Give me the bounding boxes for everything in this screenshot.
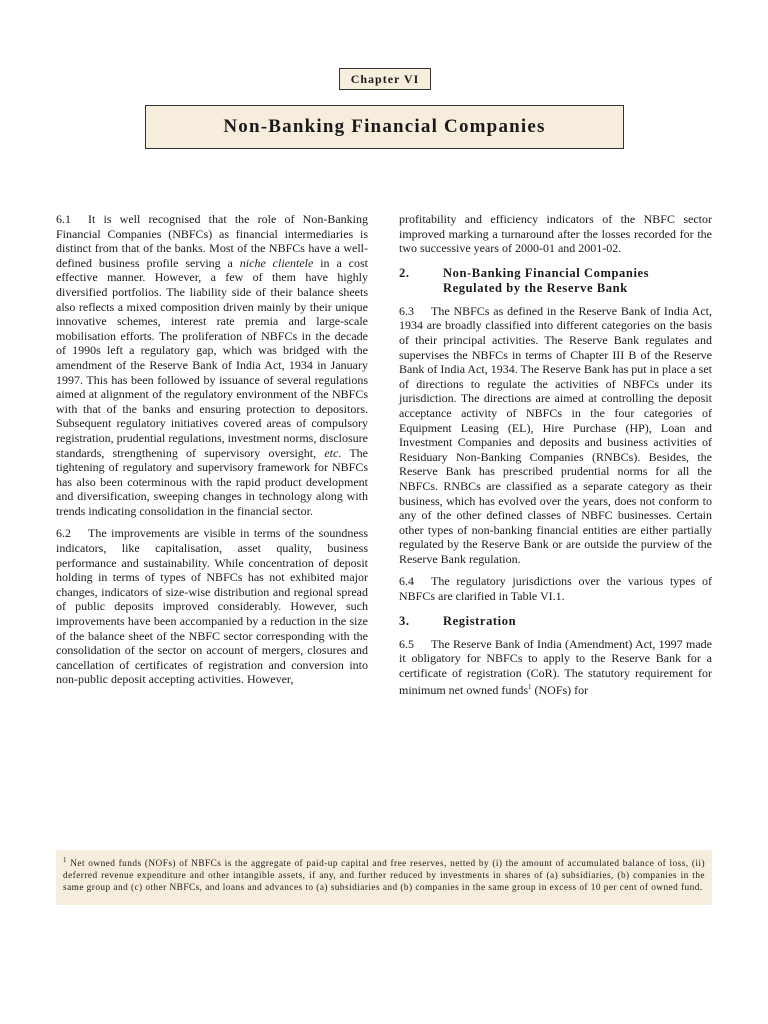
paragraph-text: The NBFCs as defined in the Reserve Bank of India Act, 1934 are broadly classified into different categories on the basis of their principal activities. The Reserve Bank regulates and supervises the NBFCs in terms of Chapter III B of the Reserve Bank of India Act, 1934. The Reserve Bank has put in place a set of directions to regulate the activities of NBFCs under its jurisdiction. The directions are aimed at controlling the deposit acceptance activity of NBFCs in the four categories of Equipment Leasing (EL), Hire Purchase (HP), Loan and Investment Companies and deposits and business activities of Residuary Non-Banking Companies (RNBCs). Besides, the Reserve Bank has prescribed prudential norms for all the NBFCs. RNBCs are classified as a separate category as their business, which has evolved over the years, does not conform to any of the other defined classes of NBFC businesses. Certain other types of non-banking financial entities are either partially regulated by the Reserve Bank or are outside the purview of the Reserve Bank regulation.	[399, 303, 712, 566]
paragraph-text: (NOFs) for	[531, 683, 589, 698]
footnote	[56, 850, 712, 905]
left-column	[56, 212, 368, 695]
paragraph-number: 6.1	[56, 212, 71, 226]
section-number: 3.	[399, 613, 410, 628]
paragraph-6-1	[56, 212, 368, 518]
paragraph-number: 6.2	[56, 526, 71, 541]
section-title: Registration	[443, 613, 517, 628]
footnote-marker: 1	[63, 856, 67, 864]
section-heading-2	[399, 266, 712, 296]
paragraph-6-2	[56, 526, 368, 687]
paragraph-text: in a cost effective manner. However, a few of them have highly diversified portfolios. The liability side of their balance sheets also reflects a mixed composition driven mainly by their unique innovative schemes, interest rate premia and large-scale mobilisation efforts. The proliferation of NBFCs in the decade of 1990s left a regulatory gap, which was bridged with the amendment of the Reserve Bank of India Act, 1934 in January 1997. This has been followed by issuance of several regulations aimed at alignment of the regulatory environment of the NBFCs with that of the banks and ensuring protection to depositors. Subsequent regulatory initiatives covered areas of compulsory registration, prudential regulations, investment norms, disclosure standards, strengthening of supervisory oversight,	[56, 255, 368, 460]
paragraph-text: The Reserve Bank of India (Amendment) Act, 1997 made it obligatory for NBFCs to apply to the Reserve Bank for a certificate of registration (CoR). The statutory requirement for minimum net owned funds	[399, 636, 712, 698]
emphasis-text: etc	[324, 445, 339, 460]
paragraph-number: 6.4	[399, 574, 414, 589]
footnote-text: Net owned funds (NOFs) of NBFCs is the aggregate of paid-up capital and free reserves, netted by (i) the amount of accumulated balance of loss, (ii) deferred revenue expenditure and other intangible assets, if any, and further reduced by investments in shares of (a) subsidiaries, (b) companies in the same group and (c) other NBFCs, and loans and advances to (a) subsidiaries and (b) companies in the same group in excess of 10 per cent of owned fund.	[63, 859, 705, 893]
chapter-label: Chapter VI	[339, 68, 431, 90]
section-title: Non-Banking Financial Companies Regulated by the Reserve Bank	[443, 265, 650, 295]
section-number: 2.	[399, 265, 410, 280]
paragraph-text: The improvements are visible in terms of the soundness indicators, like capitalisation, asset quality, business performance and sustainability. While concentration of deposit holding in terms of types of NBFCs has not exhibited major changes, indicators of size-wise distribution and regional spread of public deposits improved considerably. However, such improvements have been accompanied by a reduction in the size of the balance sheet of the NBFC sector corresponding with the consolidation of the sector on account of mergers, closures and cancellation of certificates of registration and conversion into non-public deposit accepting activities. However,	[56, 526, 368, 687]
paragraph-number: 6.5	[399, 636, 414, 651]
paragraph-6-2-continued: profitability and efficiency indicators of the NBFC sector improved marking a turnaround after the losses recorded for the two successive years of 2000-01 and 2001-02.	[399, 212, 712, 256]
emphasis-text: niche clientele	[239, 255, 314, 270]
section-heading-3	[399, 614, 712, 629]
paragraph-number: 6.3	[399, 303, 414, 318]
paragraph-6-4	[399, 574, 712, 603]
page-title: Non-Banking Financial Companies	[145, 105, 624, 149]
paragraph-text: It is well recognised that the role of Non-Banking Financial Companies (NBFCs) as financial intermediaries is distinct from that of the banks. Most of the NBFCs have a well-defined business profile serving a	[56, 212, 368, 270]
paragraph-6-3	[399, 304, 712, 567]
paragraph-text: The regulatory jurisdictions over the various types of NBFCs are clarified in Table VI.1.	[399, 574, 712, 604]
footnote-reference: 1	[528, 683, 532, 692]
right-column	[399, 212, 712, 706]
paragraph-6-5	[399, 637, 712, 698]
paragraph-text: . The tightening of regulatory and supervisory framework for NBFCs has also been coterminous with the rapid product development and diversification, sweeping changes in technology along with trends indicating consolidation in the financial sector.	[56, 445, 368, 518]
